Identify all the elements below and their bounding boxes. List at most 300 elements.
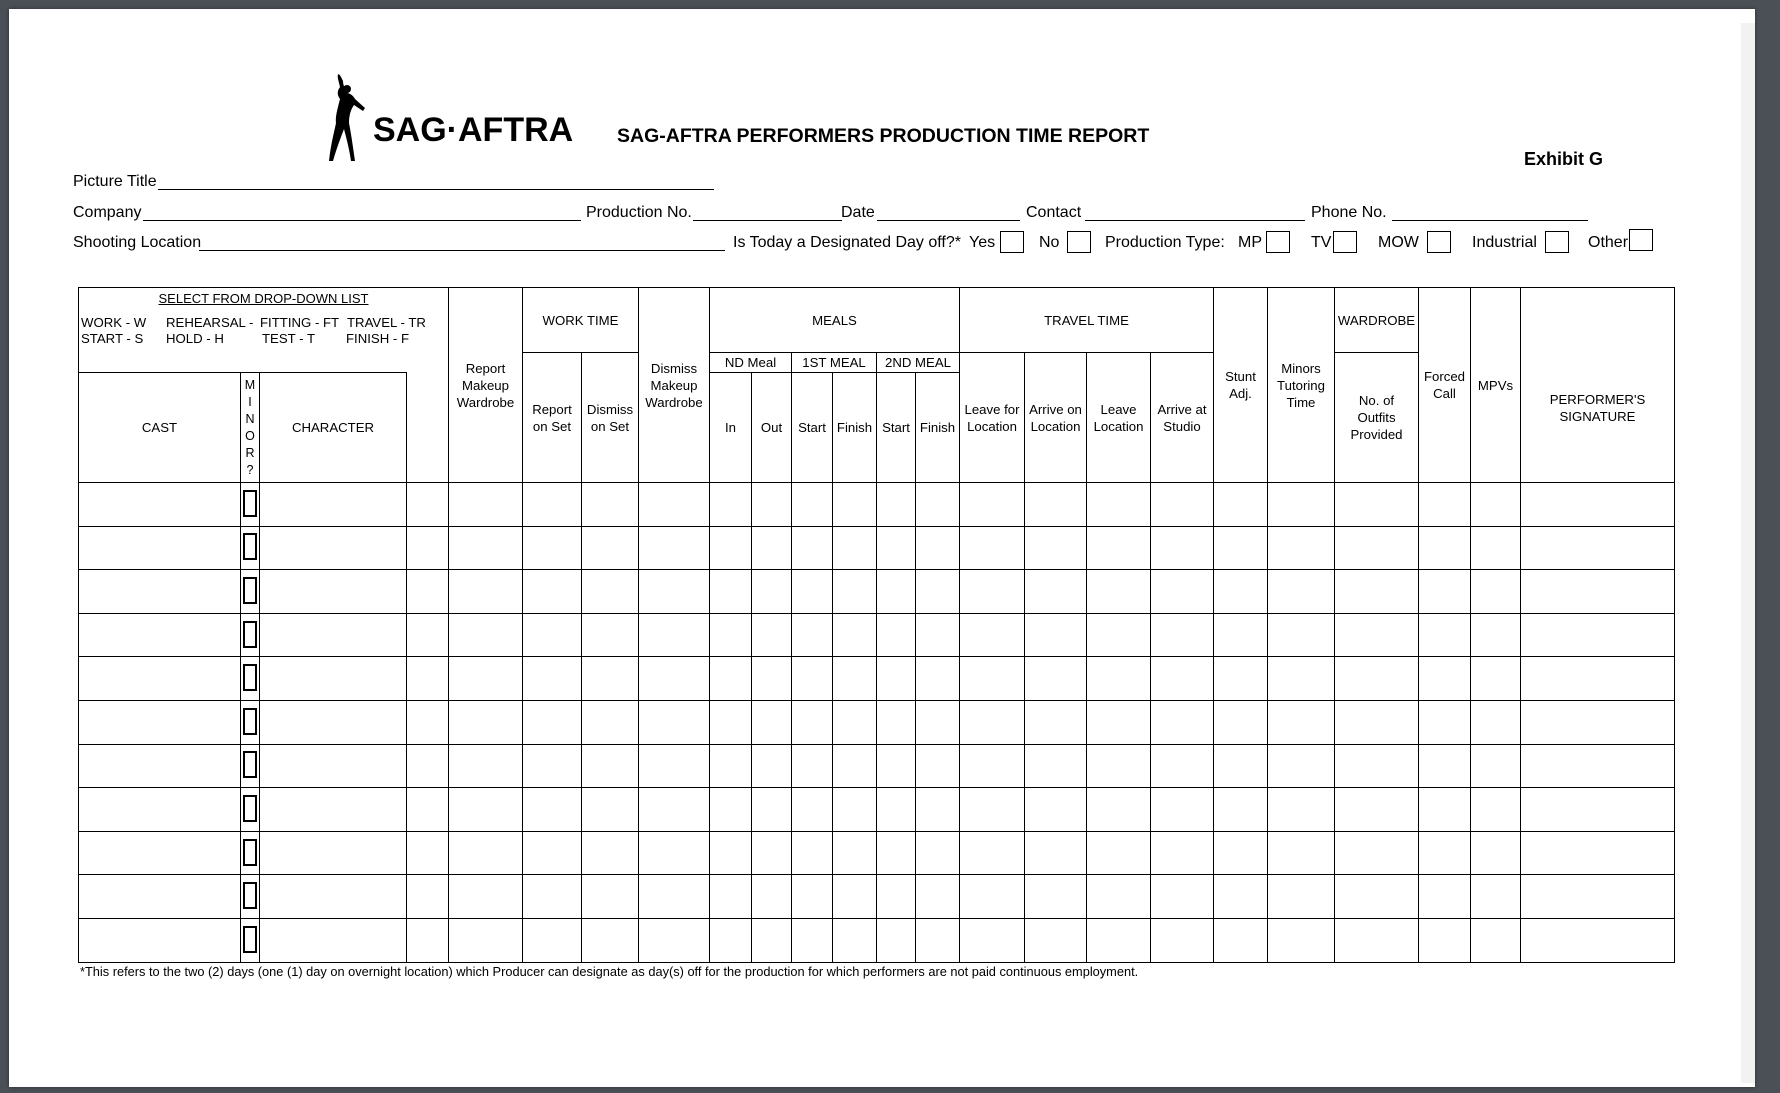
entry-cell[interactable]	[792, 744, 833, 788]
table-row	[79, 788, 1675, 832]
entry-cell[interactable]	[582, 570, 639, 614]
entry-cell[interactable]	[1521, 700, 1675, 744]
minor-checkbox[interactable]	[243, 708, 257, 735]
entry-cell[interactable]	[260, 526, 407, 570]
entry-cell[interactable]	[752, 831, 792, 875]
entry-cell[interactable]	[1521, 483, 1675, 527]
entry-cell[interactable]	[582, 788, 639, 832]
entry-cell[interactable]	[523, 918, 582, 962]
entry-cell[interactable]	[833, 570, 877, 614]
entry-cell[interactable]	[639, 657, 710, 701]
entry-cell[interactable]	[1151, 657, 1214, 701]
entry-cell[interactable]	[916, 918, 960, 962]
entry-cell[interactable]	[1471, 657, 1521, 701]
entry-cell[interactable]	[877, 483, 916, 527]
entry-cell[interactable]	[523, 744, 582, 788]
entry-cell[interactable]	[260, 918, 407, 962]
entry-cell[interactable]	[792, 570, 833, 614]
entry-cell[interactable]	[1087, 613, 1151, 657]
entry-cell[interactable]	[1214, 788, 1268, 832]
entry-cell[interactable]	[792, 788, 833, 832]
entry-cell[interactable]	[752, 483, 792, 527]
entry-cell[interactable]	[710, 483, 752, 527]
entry-cell[interactable]	[960, 526, 1025, 570]
entry-cell[interactable]	[79, 788, 241, 832]
entry-cell[interactable]	[79, 613, 241, 657]
entry-cell[interactable]	[1521, 657, 1675, 701]
sag-aftra-logo	[327, 71, 587, 181]
entry-cell[interactable]	[1521, 788, 1675, 832]
entry-cell[interactable]	[1087, 483, 1151, 527]
entry-cell[interactable]	[1025, 788, 1087, 832]
entry-cell[interactable]	[1335, 918, 1419, 962]
entry-cell[interactable]	[1268, 831, 1335, 875]
minor-cell[interactable]	[241, 788, 260, 832]
entry-cell[interactable]	[752, 570, 792, 614]
entry-cell[interactable]	[1151, 831, 1214, 875]
entry-cell[interactable]	[1335, 526, 1419, 570]
shooting-location-input[interactable]	[199, 250, 725, 251]
entry-cell[interactable]	[523, 700, 582, 744]
entry-cell[interactable]	[1419, 788, 1471, 832]
entry-cell[interactable]	[792, 613, 833, 657]
entry-cell[interactable]	[1025, 831, 1087, 875]
entry-cell[interactable]	[877, 875, 916, 919]
entry-cell[interactable]	[1214, 570, 1268, 614]
entry-cell[interactable]	[1025, 875, 1087, 919]
entry-cell[interactable]	[1335, 483, 1419, 527]
entry-cell[interactable]	[1471, 788, 1521, 832]
entry-cell[interactable]	[960, 831, 1025, 875]
entry-cell[interactable]	[639, 526, 710, 570]
entry-cell[interactable]	[582, 744, 639, 788]
entry-cell[interactable]	[1214, 657, 1268, 701]
entry-cell[interactable]	[1335, 831, 1419, 875]
entry-cell[interactable]	[1521, 875, 1675, 919]
entry-cell[interactable]	[449, 570, 523, 614]
yes-checkbox[interactable]	[1000, 231, 1024, 253]
entry-cell[interactable]	[877, 570, 916, 614]
entry-cell[interactable]	[260, 875, 407, 919]
entry-cell[interactable]	[960, 570, 1025, 614]
entry-cell[interactable]	[79, 526, 241, 570]
entry-cell[interactable]	[1471, 831, 1521, 875]
entry-cell[interactable]	[1521, 744, 1675, 788]
minor-cell[interactable]	[241, 657, 260, 701]
entry-cell[interactable]	[582, 918, 639, 962]
entry-cell[interactable]	[960, 613, 1025, 657]
entry-cell[interactable]	[833, 918, 877, 962]
entry-cell[interactable]	[260, 744, 407, 788]
entry-cell[interactable]	[710, 700, 752, 744]
minor-checkbox[interactable]	[243, 926, 257, 953]
entry-cell[interactable]	[877, 700, 916, 744]
entry-cell[interactable]	[960, 918, 1025, 962]
entry-cell[interactable]	[710, 875, 752, 919]
entry-cell[interactable]	[752, 613, 792, 657]
entry-cell[interactable]	[407, 657, 449, 701]
entry-cell[interactable]	[833, 657, 877, 701]
mow-checkbox[interactable]	[1427, 231, 1451, 253]
minor-checkbox[interactable]	[243, 621, 257, 648]
entry-cell[interactable]	[582, 483, 639, 527]
entry-cell[interactable]	[916, 483, 960, 527]
entry-cell[interactable]	[1419, 483, 1471, 527]
entry-cell[interactable]	[792, 526, 833, 570]
entry-cell[interactable]	[639, 875, 710, 919]
entry-cell[interactable]	[1268, 657, 1335, 701]
entry-cell[interactable]	[792, 918, 833, 962]
entry-cell[interactable]	[1268, 570, 1335, 614]
entry-cell[interactable]	[833, 831, 877, 875]
entry-cell[interactable]	[407, 744, 449, 788]
entry-cell[interactable]	[960, 744, 1025, 788]
entry-cell[interactable]	[79, 918, 241, 962]
entry-cell[interactable]	[260, 483, 407, 527]
date-input[interactable]	[877, 220, 1020, 221]
entry-cell[interactable]	[752, 526, 792, 570]
entry-cell[interactable]	[1419, 526, 1471, 570]
entry-cell[interactable]	[960, 483, 1025, 527]
entry-cell[interactable]	[1419, 657, 1471, 701]
entry-cell[interactable]	[1268, 918, 1335, 962]
minor-checkbox[interactable]	[243, 490, 257, 517]
entry-cell[interactable]	[523, 483, 582, 527]
entry-cell[interactable]	[833, 526, 877, 570]
entry-cell[interactable]	[916, 831, 960, 875]
entry-cell[interactable]	[792, 831, 833, 875]
entry-cell[interactable]	[582, 657, 639, 701]
minor-checkbox[interactable]	[243, 882, 257, 909]
entry-cell[interactable]	[1471, 483, 1521, 527]
contact-input[interactable]	[1085, 220, 1305, 221]
entry-cell[interactable]	[639, 831, 710, 875]
entry-cell[interactable]	[407, 875, 449, 919]
entry-cell[interactable]	[260, 570, 407, 614]
entry-cell[interactable]	[833, 788, 877, 832]
entry-cell[interactable]	[260, 788, 407, 832]
entry-cell[interactable]	[1214, 918, 1268, 962]
entry-cell[interactable]	[523, 613, 582, 657]
entry-cell[interactable]	[639, 700, 710, 744]
other-checkbox[interactable]	[1629, 229, 1653, 251]
entry-cell[interactable]	[1471, 875, 1521, 919]
entry-cell[interactable]	[752, 744, 792, 788]
company-input[interactable]	[143, 220, 581, 221]
entry-cell[interactable]	[79, 875, 241, 919]
entry-cell[interactable]	[877, 657, 916, 701]
entry-cell[interactable]	[523, 657, 582, 701]
entry-cell[interactable]	[1214, 483, 1268, 527]
entry-cell[interactable]	[710, 831, 752, 875]
entry-cell[interactable]	[407, 526, 449, 570]
entry-cell[interactable]	[407, 788, 449, 832]
entry-cell[interactable]	[1521, 570, 1675, 614]
entry-cell[interactable]	[710, 613, 752, 657]
entry-cell[interactable]	[710, 570, 752, 614]
entry-cell[interactable]	[1521, 918, 1675, 962]
entry-cell[interactable]	[1151, 526, 1214, 570]
entry-cell[interactable]	[1419, 744, 1471, 788]
entry-cell[interactable]	[407, 570, 449, 614]
entry-cell[interactable]	[449, 526, 523, 570]
entry-cell[interactable]	[1151, 918, 1214, 962]
contact-label: Contact	[1026, 204, 1082, 221]
entry-cell[interactable]	[449, 744, 523, 788]
entry-cell[interactable]	[1335, 700, 1419, 744]
entry-cell[interactable]	[1087, 700, 1151, 744]
entry-cell[interactable]	[449, 700, 523, 744]
entry-cell[interactable]	[916, 875, 960, 919]
entry-cell[interactable]	[1471, 918, 1521, 962]
entry-cell[interactable]	[1521, 613, 1675, 657]
entry-cell[interactable]	[582, 613, 639, 657]
entry-cell[interactable]	[916, 788, 960, 832]
entry-cell[interactable]	[79, 831, 241, 875]
entry-cell[interactable]	[1087, 831, 1151, 875]
entry-cell[interactable]	[1025, 744, 1087, 788]
entry-cell[interactable]	[449, 831, 523, 875]
entry-cell[interactable]	[1335, 570, 1419, 614]
entry-cell[interactable]	[1151, 483, 1214, 527]
entry-cell[interactable]	[1214, 744, 1268, 788]
entry-cell[interactable]	[752, 875, 792, 919]
entry-cell[interactable]	[407, 483, 449, 527]
entry-cell[interactable]	[639, 918, 710, 962]
entry-cell[interactable]	[1025, 526, 1087, 570]
minor-checkbox[interactable]	[243, 533, 257, 560]
entry-cell[interactable]	[582, 831, 639, 875]
entry-cell[interactable]	[1471, 613, 1521, 657]
entry-cell[interactable]	[833, 700, 877, 744]
entry-cell[interactable]	[1419, 875, 1471, 919]
entry-cell[interactable]	[1214, 875, 1268, 919]
entry-cell[interactable]	[710, 526, 752, 570]
entry-cell[interactable]	[1151, 700, 1214, 744]
second-meal-header: 2ND MEAL	[877, 353, 960, 373]
minor-checkbox[interactable]	[243, 795, 257, 822]
entry-cell[interactable]	[523, 788, 582, 832]
entry-cell[interactable]	[449, 788, 523, 832]
entry-cell[interactable]	[916, 570, 960, 614]
minor-checkbox[interactable]	[243, 751, 257, 778]
entry-cell[interactable]	[877, 918, 916, 962]
entry-cell[interactable]	[1335, 788, 1419, 832]
entry-cell[interactable]	[960, 700, 1025, 744]
entry-cell[interactable]	[407, 918, 449, 962]
entry-cell[interactable]	[877, 788, 916, 832]
entry-cell[interactable]	[792, 875, 833, 919]
entry-cell[interactable]	[877, 526, 916, 570]
entry-cell[interactable]	[1087, 918, 1151, 962]
entry-cell[interactable]	[639, 483, 710, 527]
entry-cell[interactable]	[1025, 657, 1087, 701]
entry-cell[interactable]	[1214, 700, 1268, 744]
entry-cell[interactable]	[1335, 657, 1419, 701]
minor-checkbox[interactable]	[243, 577, 257, 604]
entry-cell[interactable]	[449, 918, 523, 962]
entry-cell[interactable]	[752, 657, 792, 701]
entry-cell[interactable]	[1151, 788, 1214, 832]
entry-cell[interactable]	[1087, 875, 1151, 919]
industrial-checkbox[interactable]	[1545, 231, 1569, 253]
entry-cell[interactable]	[1471, 570, 1521, 614]
entry-cell[interactable]	[1471, 526, 1521, 570]
entry-cell[interactable]	[916, 526, 960, 570]
entry-cell[interactable]	[79, 483, 241, 527]
entry-cell[interactable]	[792, 657, 833, 701]
entry-cell[interactable]	[1335, 875, 1419, 919]
minor-cell[interactable]	[241, 613, 260, 657]
entry-cell[interactable]	[1471, 744, 1521, 788]
entry-cell[interactable]	[877, 831, 916, 875]
entry-cell[interactable]	[792, 483, 833, 527]
entry-cell[interactable]	[1268, 875, 1335, 919]
entry-cell[interactable]	[916, 744, 960, 788]
minor-cell[interactable]	[241, 570, 260, 614]
entry-cell[interactable]	[1419, 918, 1471, 962]
entry-cell[interactable]	[792, 700, 833, 744]
entry-cell[interactable]	[639, 788, 710, 832]
entry-cell[interactable]	[833, 483, 877, 527]
entry-cell[interactable]	[1268, 788, 1335, 832]
tv-checkbox[interactable]	[1333, 231, 1357, 253]
entry-cell[interactable]	[1268, 700, 1335, 744]
entry-cell[interactable]	[1087, 657, 1151, 701]
entry-cell[interactable]	[1025, 570, 1087, 614]
entry-cell[interactable]	[449, 613, 523, 657]
entry-cell[interactable]	[260, 831, 407, 875]
picture-title-input[interactable]	[158, 189, 714, 190]
entry-cell[interactable]	[523, 875, 582, 919]
entry-cell[interactable]	[523, 526, 582, 570]
minor-cell[interactable]	[241, 483, 260, 527]
dismiss-on-set-header: Dismiss on Set	[582, 353, 639, 483]
entry-cell[interactable]	[639, 570, 710, 614]
entry-cell[interactable]	[877, 613, 916, 657]
entry-cell[interactable]	[1151, 613, 1214, 657]
entry-cell[interactable]	[1521, 831, 1675, 875]
minor-cell[interactable]	[241, 831, 260, 875]
entry-cell[interactable]	[1151, 570, 1214, 614]
table-row	[79, 918, 1675, 962]
entry-cell[interactable]	[877, 744, 916, 788]
entry-cell[interactable]	[1268, 744, 1335, 788]
entry-cell[interactable]	[1087, 526, 1151, 570]
entry-cell[interactable]	[449, 483, 523, 527]
entry-cell[interactable]	[752, 788, 792, 832]
table-body	[79, 483, 1675, 963]
entry-cell[interactable]	[582, 875, 639, 919]
entry-cell[interactable]	[1419, 613, 1471, 657]
entry-cell[interactable]	[79, 700, 241, 744]
minor-checkbox[interactable]	[243, 664, 257, 691]
entry-cell[interactable]	[1087, 570, 1151, 614]
entry-cell[interactable]	[582, 526, 639, 570]
minor-cell[interactable]	[241, 700, 260, 744]
entry-cell[interactable]	[752, 918, 792, 962]
entry-cell[interactable]	[1087, 788, 1151, 832]
first-meal-header: 1ST MEAL	[792, 353, 877, 373]
production-no-input[interactable]	[693, 220, 842, 221]
entry-cell[interactable]	[582, 700, 639, 744]
entry-cell[interactable]	[960, 657, 1025, 701]
entry-cell[interactable]	[260, 700, 407, 744]
entry-cell[interactable]	[1419, 700, 1471, 744]
entry-cell[interactable]	[916, 657, 960, 701]
entry-cell[interactable]	[407, 700, 449, 744]
first-meal-start-header: Start	[792, 373, 833, 483]
entry-cell[interactable]	[1151, 875, 1214, 919]
entry-cell[interactable]	[1025, 483, 1087, 527]
entry-cell[interactable]	[1521, 526, 1675, 570]
entry-cell[interactable]	[833, 744, 877, 788]
entry-cell[interactable]	[1268, 483, 1335, 527]
entry-cell[interactable]	[79, 570, 241, 614]
entry-cell[interactable]	[449, 875, 523, 919]
minor-checkbox[interactable]	[243, 839, 257, 866]
entry-cell[interactable]	[407, 613, 449, 657]
entry-cell[interactable]	[1214, 831, 1268, 875]
entry-cell[interactable]	[710, 918, 752, 962]
entry-cell[interactable]	[1335, 613, 1419, 657]
entry-cell[interactable]	[1025, 700, 1087, 744]
minor-cell[interactable]	[241, 918, 260, 962]
entry-cell[interactable]	[1214, 613, 1268, 657]
entry-cell[interactable]	[1471, 700, 1521, 744]
entry-cell[interactable]	[1025, 613, 1087, 657]
entry-cell[interactable]	[710, 744, 752, 788]
entry-cell[interactable]	[916, 613, 960, 657]
no-checkbox[interactable]	[1067, 231, 1091, 253]
company-label: Company	[73, 204, 142, 221]
entry-cell[interactable]	[960, 875, 1025, 919]
entry-cell[interactable]	[1268, 613, 1335, 657]
entry-cell[interactable]	[79, 744, 241, 788]
entry-cell[interactable]	[1419, 831, 1471, 875]
entry-cell[interactable]	[710, 788, 752, 832]
minor-cell[interactable]	[241, 526, 260, 570]
entry-cell[interactable]	[1151, 744, 1214, 788]
entry-cell[interactable]	[1087, 744, 1151, 788]
entry-cell[interactable]	[79, 657, 241, 701]
entry-cell[interactable]	[407, 831, 449, 875]
phone-no-input[interactable]	[1392, 220, 1588, 221]
entry-cell[interactable]	[916, 700, 960, 744]
entry-cell[interactable]	[833, 875, 877, 919]
entry-cell[interactable]	[833, 613, 877, 657]
minor-cell[interactable]	[241, 744, 260, 788]
entry-cell[interactable]	[260, 613, 407, 657]
entry-cell[interactable]	[639, 744, 710, 788]
entry-cell[interactable]	[960, 788, 1025, 832]
entry-cell[interactable]	[1335, 744, 1419, 788]
entry-cell[interactable]	[523, 831, 582, 875]
entry-cell[interactable]	[1419, 570, 1471, 614]
entry-cell[interactable]	[1025, 918, 1087, 962]
entry-cell[interactable]	[260, 657, 407, 701]
entry-cell[interactable]	[639, 613, 710, 657]
entry-cell[interactable]	[752, 700, 792, 744]
entry-cell[interactable]	[710, 657, 752, 701]
footnote: *This refers to the two (2) days (one (1) day on overnight location) which Producer can designate as day(s) off for the production for which performers are not paid continuous employment.	[80, 964, 1139, 979]
entry-cell[interactable]	[1214, 526, 1268, 570]
entry-cell[interactable]	[523, 570, 582, 614]
minor-cell[interactable]	[241, 875, 260, 919]
entry-cell[interactable]	[449, 657, 523, 701]
mp-checkbox[interactable]	[1266, 231, 1290, 253]
entry-cell[interactable]	[1268, 526, 1335, 570]
